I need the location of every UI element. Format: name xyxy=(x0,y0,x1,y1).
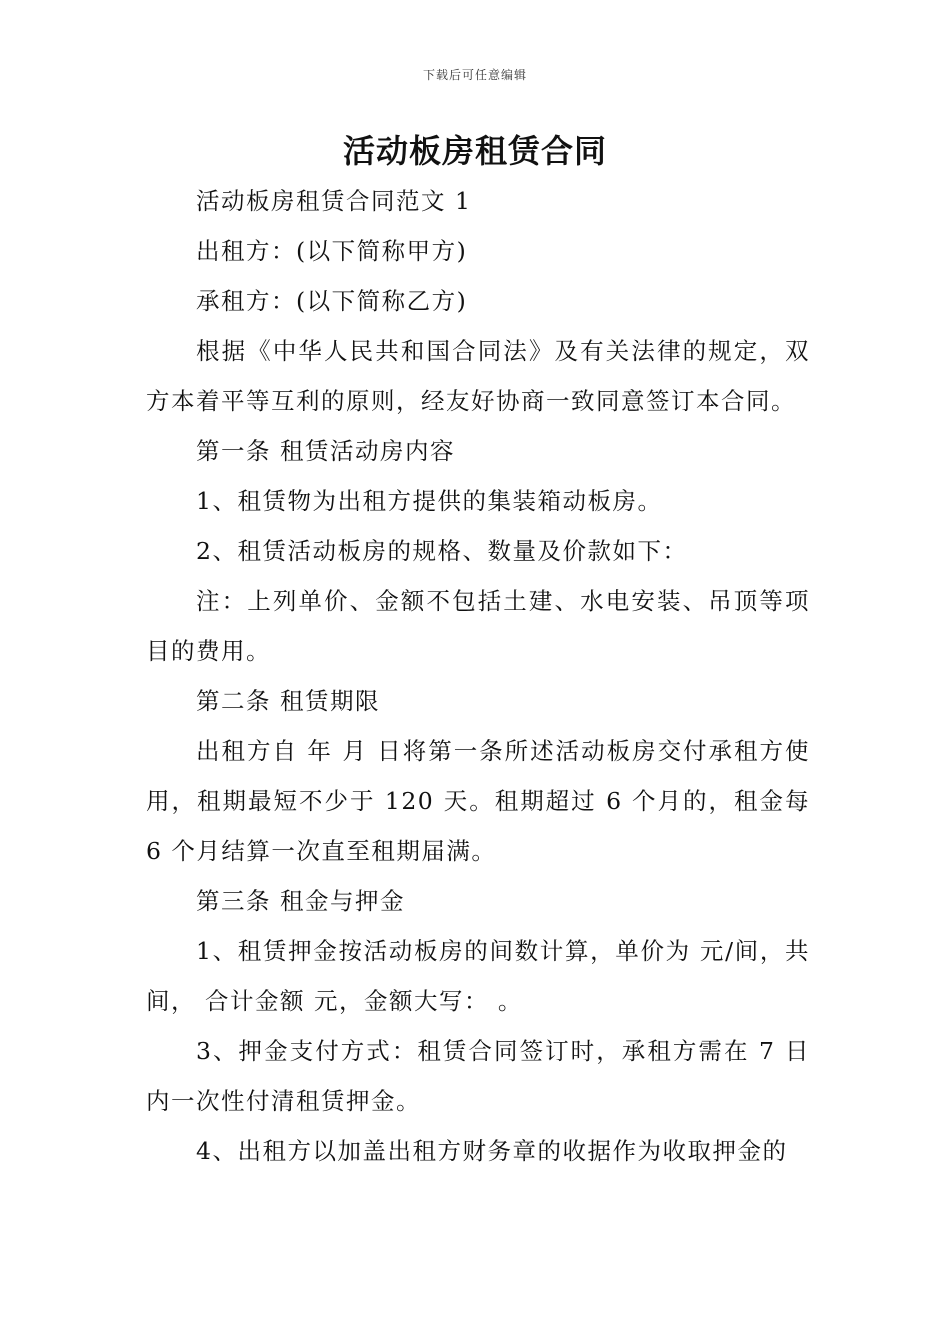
article-2-heading: 第二条 租赁期限 xyxy=(196,687,380,715)
article-3-item-3: 3、押金支付方式：租赁合同签订时，承租方需在 7 日内一次性付清租赁押金。 xyxy=(146,1037,810,1115)
article-3-item-4: 4、出租方以加盖出租方财务章的收据作为收取押金的 xyxy=(196,1137,788,1165)
article-1-heading: 第一条 租赁活动房内容 xyxy=(196,437,455,465)
article-1-item-2: 2、租赁活动板房的规格、数量及价款如下： xyxy=(196,537,688,565)
document-title: 活动板房租赁合同 xyxy=(342,132,607,170)
header-note: 下载后可任意编辑 xyxy=(422,68,527,82)
paragraph-lessor: 出租方：(以下简称甲方) xyxy=(196,237,468,265)
article-2-body: 出租方自 年 月 日将第一条所述活动板房交付承租方使用，租期最短不少于 120 天。租期超过 6 个月的，租金每 6 个月结算一次直至租期届满。 xyxy=(146,737,810,865)
article-3-item-1: 1、租赁押金按活动板房的间数计算，单价为 元/间，共 间， 合计金额 元，金额大写： 。 xyxy=(146,937,810,1015)
article-1-item-1: 1、租赁物为出租方提供的集装箱动板房。 xyxy=(196,487,663,515)
article-3-heading: 第三条 租金与押金 xyxy=(196,887,405,915)
article-1-note: 注：上列单价、金额不包括土建、水电安装、吊顶等项目的费用。 xyxy=(146,587,810,665)
paragraph-sample-title: 活动板房租赁合同范文 1 xyxy=(196,187,472,215)
paragraph-lessee: 承租方：(以下简称乙方) xyxy=(196,287,468,315)
document-body xyxy=(146,176,810,1176)
paragraph-preamble: 根据《中华人民共和国合同法》及有关法律的规定，双方本着平等互利的原则，经友好协商一致同意签订本合同。 xyxy=(146,337,810,415)
